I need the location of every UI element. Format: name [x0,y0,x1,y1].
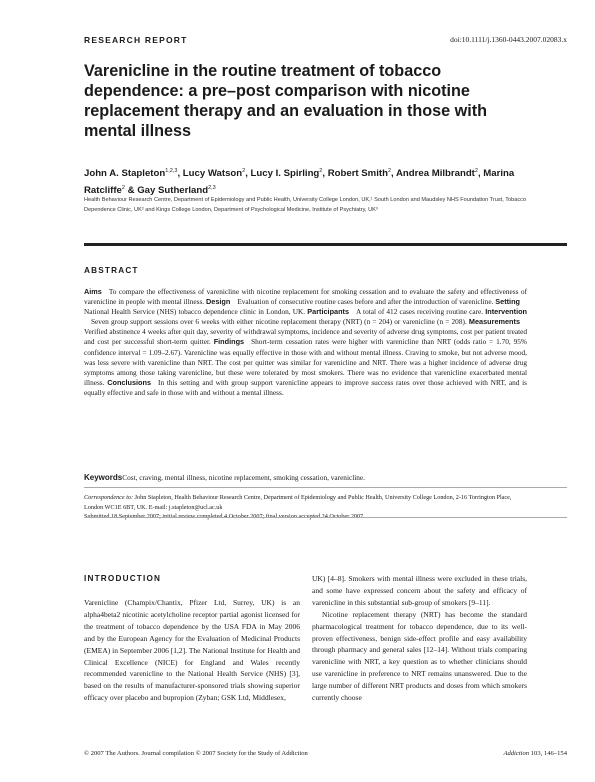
abstract-body [84,287,527,398]
intervention-label: Intervention [485,307,528,317]
aims-text: To compare the effectiveness of varenicline with nicotine replacement for smoking cessation and to evaluate the safety and effectiveness of varenicline in people with mental illness. [84,287,527,307]
setting-label: Setting [495,297,520,307]
intro-paragraph: Nicotine replacement therapy (NRT) has become the standard pharmacological treatment for tobacco dependence, due to its well-proven effectiveness, benign side-effect profile and easy availability through pharmacy and general sales [12–14]. Without trials comparing varenicline with NRT, a key question as to whether clinicians should use varenicline in preference to NRT remains unanswered. Due to the large number of different NRT products and doses from which smokers currently choose [312,609,527,703]
correspondence-divider [84,517,567,518]
author-name: Andrea Milbrandt [395,168,475,180]
author-name: Marina Ratcliffe [84,168,515,197]
correspondence-text: John Stapleton, Health Behaviour Research Centre, Department of Epidemiology and Public Health, University College London, 2-16 Torrington Place, London WC1E 6BT, UK. E-mail: j.stapleton@ucl.ac.uk [84,494,512,511]
author-affiliation-marker: 2 [242,168,246,174]
title-divider [84,243,567,246]
page-footer [84,750,567,762]
introduction-heading: INTRODUCTION [84,574,162,583]
participants-label: Participants [307,307,350,317]
intro-column-right [312,573,527,704]
journal-citation [503,750,567,757]
author-name: John A. Stapleton [84,168,166,180]
doi[interactable]: doi:10.1111/j.1360-0443.2007.02083.x [450,35,567,44]
abstract-heading: ABSTRACT [84,266,139,275]
volume-pages: 103, 146–154 [530,750,567,757]
intro-paragraph: Varenicline (Champix/Chantix, Pfizer Ltd, Surrey, UK) is an alpha4beta2 nicotinic acetylcholine receptor partial agonist licensed for the treatment of tobacco dependence by the USA FDA in May 2006 and by the European Agency for the Evaluation of Medicinal Products (EMEA) in September 2006 [1,2]. The National Institute for Health and Clinical Excellence (NICE) for England and Wales recently recommended varenicline to the National Health Service (NHS) [3], based on the results of manufacturer-sponsored trials showing superior efficacy over placebo and bupropion (Zyban; GSK Ltd, Middlesex, [84,598,300,703]
author-affiliation-marker: 2 [387,168,391,174]
intro-column-left [84,597,300,704]
affiliations: Health Behaviour Research Centre, Department of Epidemiology and Public Health, University College London, UK,¹ South London and Maudsley NHS Foundation Trust, Tobacco Dependence Clinic, UK² and Kings College London, Department of Psychological Medicine, Institute of Psychiatry, UK³ [84,197,527,213]
author-affiliation-marker: 2,3 [208,185,216,192]
author-name: Robert Smith [327,168,388,180]
design-label: Design [206,297,231,307]
author-list: John A. Stapleton$^{1,2,3}$, Lucy Watson$^2$, Lucy I. Spirling$^2$, Robert Smith$^2$, Andrea Milbrandt$^2$, Marina Ratcliffe$^2$ & Gay Sutherland$^{2,3}$ [84,168,515,197]
aims-label: Aims [84,287,102,296]
keywords-text: Cost, craving, mental illness, nicotine replacement, smoking cessation, varenicline. [122,473,365,482]
keywords-divider [84,487,567,488]
author-affiliation-marker: 2 [121,185,125,192]
author-name: Gay Sutherland [137,185,209,197]
measurements-label: Measurements [468,317,521,327]
author-affiliation-marker: 2 [474,168,478,174]
section-label: RESEARCH REPORT [84,35,188,45]
correspondence-label: Correspondence to: [84,494,134,501]
journal-name: Addiction [503,750,530,757]
copyright: © 2007 The Authors. Journal compilation © 2007 Society for the Study of Addiction [84,750,308,757]
running-header [84,35,567,49]
article-title: Varenicline in the routine treatment of tobacco dependence: a pre–post comparison with nicotine replacement therapy and an evaluation in those with mental illness [84,62,487,140]
setting-text: National Health Service (NHS) tobacco dependence clinic in London, UK. [84,307,306,317]
keywords [84,473,527,483]
conclusions-label: Conclusions [107,377,152,387]
conclusions-text: In this setting and with group support varenicline appears to improve success rates over those achieved with NRT, and is equally effective and safe in those with and without a mental illness. [84,377,527,397]
measurements-text: Verified abstinence 4 weeks after quit day, severity of withdrawal symptoms, incidence and severity of adverse drug symptoms, cost per patient treated and cost per successful short-term quitter. [84,327,527,347]
author-name: Lucy I. Spirling [250,168,320,180]
intervention-text: Seven group support sessions over 6 weeks with either nicotine replacement therapy (NRT) (n = 204) or varenicline (n = 208). [91,317,467,327]
author-affiliation-marker: 2 [319,168,323,174]
intro-paragraph: UK) [4–8]. Smokers with mental illness were excluded in these trials, and some have expressed concern about the safety and efficacy of varenicline in this substantial sub-group of smokers [9–11]. [312,574,527,607]
findings-label: Findings [213,337,245,347]
design-text: Evaluation of consecutive routine cases before and after the introduction of varenicline. [237,297,494,307]
author-name: Lucy Watson [182,168,243,180]
author-affiliation-marker: 1,2,3 [165,168,178,174]
participants-text: A total of 412 cases receiving routine care. [356,307,484,317]
findings-text: Short-term cessation rates were higher with varenicline than NRT (odds ratio = 1.70, 95% confidence interval = 1.09–2.67). Varenicline was equally effective in those with and without mental illness. Craving to smoke, but not adverse mood, was less severe with varenicline than NRT. The cost per quitter was similar for varenicline and NRT. There was a higher incidence of adverse drug symptoms among those taking varenicline, but these were tolerated by most smokers. There was no evidence that varenicline exacerbated mental illness. [84,337,527,387]
keywords-label: Keywords [84,473,123,482]
